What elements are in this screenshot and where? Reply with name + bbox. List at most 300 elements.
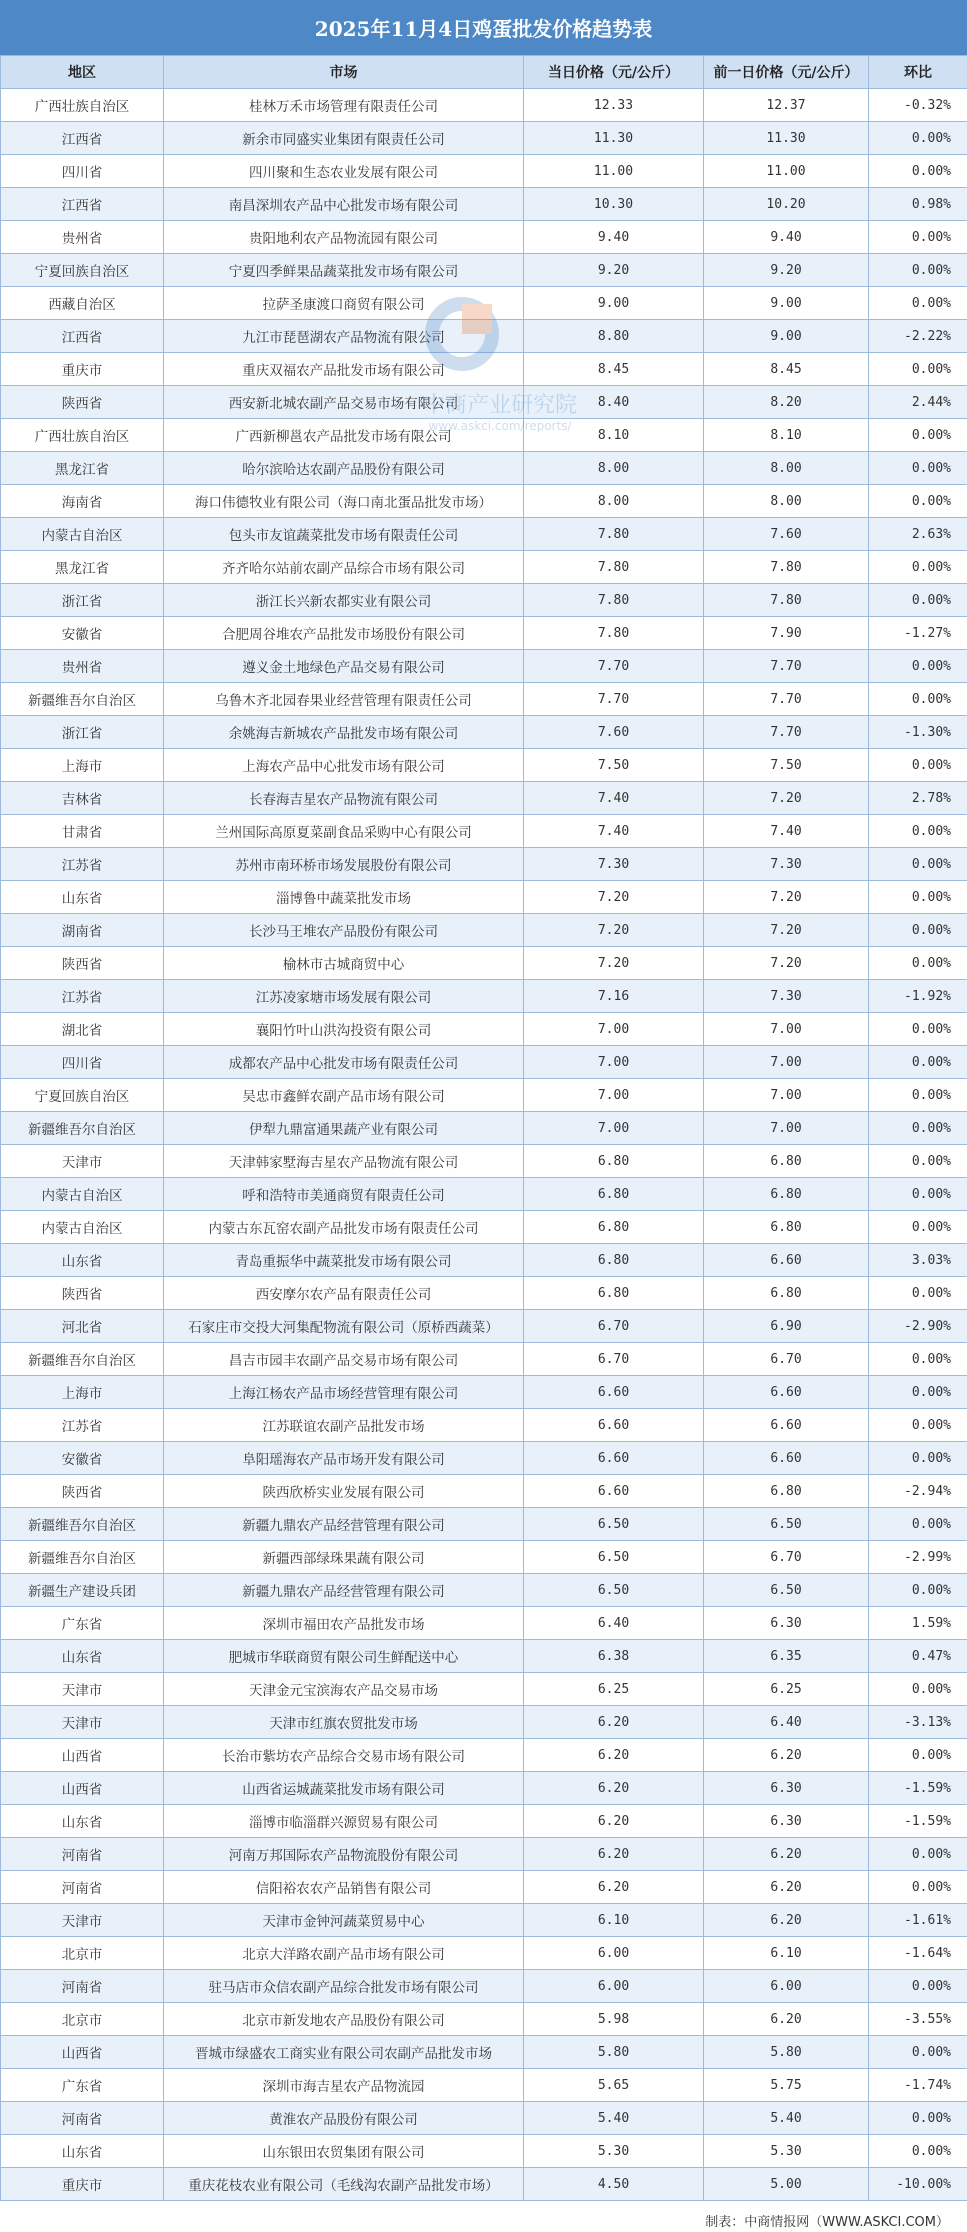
table-row	[1, 2168, 967, 2201]
table-row	[1, 1805, 967, 1838]
cell-prev-price: 8.10	[704, 419, 869, 452]
cell-prev-price: 7.80	[704, 551, 869, 584]
cell-region: 贵州省	[1, 221, 164, 254]
cell-prev-price: 7.00	[704, 1046, 869, 1079]
cell-prev-price: 6.20	[704, 2003, 869, 2036]
cell-region: 安徽省	[1, 617, 164, 650]
cell-region: 江苏省	[1, 1409, 164, 1442]
cell-today-price: 12.33	[524, 89, 704, 122]
cell-prev-price: 8.00	[704, 485, 869, 518]
table-row	[1, 386, 967, 419]
table-row	[1, 1739, 967, 1772]
table-row	[1, 1178, 967, 1211]
table-row	[1, 1706, 967, 1739]
cell-market: 呼和浩特市美通商贸有限责任公司	[164, 1178, 524, 1211]
cell-change: 2.78%	[869, 782, 967, 815]
table-row	[1, 683, 967, 716]
cell-market: 淄博市临淄群兴源贸易有限公司	[164, 1805, 524, 1838]
cell-prev-price: 7.90	[704, 617, 869, 650]
cell-region: 江西省	[1, 320, 164, 353]
table-row	[1, 1772, 967, 1805]
cell-change: -1.61%	[869, 1904, 967, 1937]
cell-region: 四川省	[1, 155, 164, 188]
cell-change: 0.00%	[869, 1376, 967, 1409]
cell-today-price: 10.30	[524, 188, 704, 221]
cell-prev-price: 9.40	[704, 221, 869, 254]
cell-today-price: 7.70	[524, 683, 704, 716]
cell-change: -3.13%	[869, 1706, 967, 1739]
cell-prev-price: 7.70	[704, 650, 869, 683]
cell-today-price: 7.80	[524, 551, 704, 584]
cell-region: 黑龙江省	[1, 452, 164, 485]
cell-today-price: 11.30	[524, 122, 704, 155]
table-row	[1, 749, 967, 782]
cell-market: 伊犁九鼎富通果蔬产业有限公司	[164, 1112, 524, 1145]
cell-region: 广东省	[1, 2069, 164, 2102]
cell-today-price: 7.20	[524, 947, 704, 980]
table-row	[1, 1211, 967, 1244]
cell-change: 0.00%	[869, 848, 967, 881]
cell-today-price: 5.30	[524, 2135, 704, 2168]
cell-change: 0.00%	[869, 122, 967, 155]
table-row	[1, 1640, 967, 1673]
cell-change: 0.00%	[869, 1409, 967, 1442]
cell-region: 北京市	[1, 1937, 164, 1970]
cell-change: 0.00%	[869, 353, 967, 386]
cell-change: 0.00%	[869, 155, 967, 188]
table-row	[1, 1607, 967, 1640]
cell-today-price: 8.40	[524, 386, 704, 419]
cell-market: 天津韩家墅海吉星农产品物流有限公司	[164, 1145, 524, 1178]
cell-change: 0.00%	[869, 1838, 967, 1871]
cell-today-price: 6.20	[524, 1805, 704, 1838]
cell-region: 江苏省	[1, 848, 164, 881]
header-region: 地区	[1, 56, 164, 89]
cell-region: 新疆维吾尔自治区	[1, 1508, 164, 1541]
cell-prev-price: 5.40	[704, 2102, 869, 2135]
cell-today-price: 5.65	[524, 2069, 704, 2102]
cell-market: 上海江杨农产品市场经营管理有限公司	[164, 1376, 524, 1409]
cell-today-price: 7.40	[524, 782, 704, 815]
cell-today-price: 7.20	[524, 914, 704, 947]
table-body	[1, 89, 967, 2201]
cell-market: 肥城市华联商贸有限公司生鲜配送中心	[164, 1640, 524, 1673]
cell-prev-price: 9.20	[704, 254, 869, 287]
cell-market: 黄淮农产品股份有限公司	[164, 2102, 524, 2135]
header-row	[1, 56, 967, 89]
table-row	[1, 551, 967, 584]
cell-today-price: 7.80	[524, 617, 704, 650]
cell-market: 阜阳瑶海农产品市场开发有限公司	[164, 1442, 524, 1475]
cell-market: 石家庄市交投大河集配物流有限公司（原桥西蔬菜）	[164, 1310, 524, 1343]
cell-prev-price: 6.60	[704, 1409, 869, 1442]
cell-today-price: 7.50	[524, 749, 704, 782]
cell-region: 新疆维吾尔自治区	[1, 1343, 164, 1376]
cell-prev-price: 6.50	[704, 1508, 869, 1541]
cell-change: 0.00%	[869, 221, 967, 254]
table-row	[1, 2036, 967, 2069]
cell-region: 山西省	[1, 2036, 164, 2069]
cell-today-price: 9.20	[524, 254, 704, 287]
cell-change: -1.59%	[869, 1772, 967, 1805]
cell-region: 重庆市	[1, 353, 164, 386]
table-row	[1, 122, 967, 155]
cell-today-price: 6.80	[524, 1244, 704, 1277]
table-row	[1, 353, 967, 386]
cell-change: 0.00%	[869, 254, 967, 287]
cell-prev-price: 5.75	[704, 2069, 869, 2102]
cell-prev-price: 6.10	[704, 1937, 869, 1970]
cell-region: 天津市	[1, 1904, 164, 1937]
cell-change: -1.30%	[869, 716, 967, 749]
table-row	[1, 254, 967, 287]
cell-prev-price: 8.20	[704, 386, 869, 419]
table-row	[1, 584, 967, 617]
cell-today-price: 7.60	[524, 716, 704, 749]
cell-change: -2.90%	[869, 1310, 967, 1343]
table-row	[1, 1145, 967, 1178]
cell-region: 安徽省	[1, 1442, 164, 1475]
cell-prev-price: 7.00	[704, 1079, 869, 1112]
table-row	[1, 881, 967, 914]
header-prev-price: 前一日价格（元/公斤）	[704, 56, 869, 89]
cell-today-price: 6.38	[524, 1640, 704, 1673]
cell-market: 成都农产品中心批发市场有限责任公司	[164, 1046, 524, 1079]
cell-change: 0.00%	[869, 2135, 967, 2168]
cell-today-price: 6.60	[524, 1475, 704, 1508]
cell-prev-price: 6.60	[704, 1442, 869, 1475]
cell-region: 重庆市	[1, 2168, 164, 2201]
cell-market: 合肥周谷堆农产品批发市场股份有限公司	[164, 617, 524, 650]
egg-price-table	[0, 55, 967, 2201]
cell-change: 0.00%	[869, 584, 967, 617]
cell-prev-price: 6.30	[704, 1772, 869, 1805]
table-row	[1, 1310, 967, 1343]
cell-change: 0.00%	[869, 287, 967, 320]
cell-market: 西安新北城农副产品交易市场有限公司	[164, 386, 524, 419]
cell-change: 0.00%	[869, 1145, 967, 1178]
cell-market: 广西新柳邕农产品批发市场有限公司	[164, 419, 524, 452]
table-row	[1, 1046, 967, 1079]
cell-region: 湖北省	[1, 1013, 164, 1046]
cell-market: 宁夏四季鲜果品蔬菜批发市场有限公司	[164, 254, 524, 287]
cell-region: 广西壮族自治区	[1, 419, 164, 452]
cell-today-price: 8.80	[524, 320, 704, 353]
cell-region: 山东省	[1, 1805, 164, 1838]
cell-market: 新余市同盛实业集团有限责任公司	[164, 122, 524, 155]
cell-region: 山东省	[1, 1640, 164, 1673]
cell-change: 0.00%	[869, 1013, 967, 1046]
cell-region: 陕西省	[1, 947, 164, 980]
table-row	[1, 188, 967, 221]
cell-region: 天津市	[1, 1706, 164, 1739]
cell-change: 0.00%	[869, 1508, 967, 1541]
cell-market: 包头市友谊蔬菜批发市场有限责任公司	[164, 518, 524, 551]
cell-change: 0.00%	[869, 1871, 967, 1904]
cell-change: 0.00%	[869, 1970, 967, 2003]
cell-market: 新疆九鼎农产品经营管理有限公司	[164, 1508, 524, 1541]
footer-source: 制表：中商情报网（WWW.ASKCI.COM）	[705, 2214, 949, 2230]
cell-region: 宁夏回族自治区	[1, 254, 164, 287]
cell-market: 哈尔滨哈达农副产品股份有限公司	[164, 452, 524, 485]
cell-change: 0.00%	[869, 2102, 967, 2135]
cell-market: 四川聚和生态农业发展有限公司	[164, 155, 524, 188]
cell-change: -1.27%	[869, 617, 967, 650]
cell-region: 山东省	[1, 1244, 164, 1277]
cell-market: 深圳市海吉星农产品物流园	[164, 2069, 524, 2102]
table-row	[1, 815, 967, 848]
cell-market: 贵阳地利农产品物流园有限公司	[164, 221, 524, 254]
cell-market: 天津金元宝滨海农产品交易市场	[164, 1673, 524, 1706]
cell-market: 深圳市福田农产品批发市场	[164, 1607, 524, 1640]
cell-market: 昌吉市园丰农副产品交易市场有限公司	[164, 1343, 524, 1376]
cell-change: -2.22%	[869, 320, 967, 353]
cell-today-price: 6.70	[524, 1343, 704, 1376]
cell-today-price: 6.80	[524, 1211, 704, 1244]
cell-prev-price: 7.20	[704, 914, 869, 947]
cell-prev-price: 6.35	[704, 1640, 869, 1673]
cell-region: 河南省	[1, 1970, 164, 2003]
cell-market: 上海农产品中心批发市场有限公司	[164, 749, 524, 782]
cell-region: 宁夏回族自治区	[1, 1079, 164, 1112]
cell-prev-price: 11.00	[704, 155, 869, 188]
cell-market: 余姚海吉新城农产品批发市场有限公司	[164, 716, 524, 749]
cell-today-price: 7.16	[524, 980, 704, 1013]
cell-market: 苏州市南环桥市场发展股份有限公司	[164, 848, 524, 881]
cell-change: 0.00%	[869, 947, 967, 980]
cell-region: 河南省	[1, 1838, 164, 1871]
table-row	[1, 1673, 967, 1706]
cell-today-price: 6.60	[524, 1409, 704, 1442]
cell-region: 河北省	[1, 1310, 164, 1343]
cell-market: 驻马店市众信农副产品综合批发市场有限公司	[164, 1970, 524, 2003]
table-row	[1, 1541, 967, 1574]
table-row	[1, 1079, 967, 1112]
cell-market: 长春海吉星农产品物流有限公司	[164, 782, 524, 815]
cell-region: 河南省	[1, 1871, 164, 1904]
cell-region: 天津市	[1, 1673, 164, 1706]
cell-today-price: 6.00	[524, 1970, 704, 2003]
cell-market: 海口伟德牧业有限公司（海口南北蛋品批发市场）	[164, 485, 524, 518]
cell-market: 桂林万禾市场管理有限责任公司	[164, 89, 524, 122]
cell-change: -10.00%	[869, 2168, 967, 2201]
cell-prev-price: 6.25	[704, 1673, 869, 1706]
cell-market: 重庆花枝农业有限公司（毛线沟农副产品批发市场）	[164, 2168, 524, 2201]
cell-change: 2.44%	[869, 386, 967, 419]
header-market: 市场	[164, 56, 524, 89]
cell-change: 0.00%	[869, 815, 967, 848]
cell-prev-price: 6.90	[704, 1310, 869, 1343]
table-row	[1, 1475, 967, 1508]
cell-region: 陕西省	[1, 1277, 164, 1310]
cell-prev-price: 7.20	[704, 782, 869, 815]
cell-prev-price: 7.20	[704, 881, 869, 914]
cell-today-price: 6.70	[524, 1310, 704, 1343]
cell-market: 江苏凌家塘市场发展有限公司	[164, 980, 524, 1013]
cell-market: 山西省运城蔬菜批发市场有限公司	[164, 1772, 524, 1805]
header-today-price: 当日价格（元/公斤）	[524, 56, 704, 89]
cell-change: 0.00%	[869, 1178, 967, 1211]
cell-prev-price: 7.30	[704, 980, 869, 1013]
table-row	[1, 1112, 967, 1145]
cell-today-price: 8.00	[524, 452, 704, 485]
table-row	[1, 2135, 967, 2168]
cell-prev-price: 6.80	[704, 1178, 869, 1211]
table-row	[1, 650, 967, 683]
table-row	[1, 1937, 967, 1970]
cell-today-price: 7.00	[524, 1046, 704, 1079]
cell-region: 新疆生产建设兵团	[1, 1574, 164, 1607]
cell-today-price: 6.60	[524, 1376, 704, 1409]
table-row	[1, 1904, 967, 1937]
cell-today-price: 6.60	[524, 1442, 704, 1475]
cell-change: 0.00%	[869, 1277, 967, 1310]
cell-region: 甘肃省	[1, 815, 164, 848]
table-row	[1, 1508, 967, 1541]
table-row	[1, 782, 967, 815]
cell-change: 0.00%	[869, 1343, 967, 1376]
table-row	[1, 452, 967, 485]
cell-market: 长沙马王堆农产品股份有限公司	[164, 914, 524, 947]
table-row	[1, 1376, 967, 1409]
cell-prev-price: 6.30	[704, 1805, 869, 1838]
table-row	[1, 947, 967, 980]
cell-market: 陕西欣桥实业发展有限公司	[164, 1475, 524, 1508]
watermark-cn: 中商产业研究院	[422, 393, 578, 418]
cell-change: 0.00%	[869, 551, 967, 584]
cell-today-price: 6.00	[524, 1937, 704, 1970]
table-row	[1, 287, 967, 320]
cell-change: 0.00%	[869, 1211, 967, 1244]
cell-change: 0.00%	[869, 419, 967, 452]
table-title: 2025年11月4日鸡蛋批发价格趋势表	[0, 0, 967, 55]
cell-region: 新疆维吾尔自治区	[1, 683, 164, 716]
cell-region: 山西省	[1, 1772, 164, 1805]
cell-change: 0.00%	[869, 1739, 967, 1772]
cell-today-price: 7.30	[524, 848, 704, 881]
cell-region: 河南省	[1, 2102, 164, 2135]
table-row	[1, 1871, 967, 1904]
cell-today-price: 11.00	[524, 155, 704, 188]
cell-change: 3.03%	[869, 1244, 967, 1277]
cell-today-price: 6.20	[524, 1739, 704, 1772]
header-change: 环比	[869, 56, 967, 89]
cell-today-price: 7.00	[524, 1079, 704, 1112]
cell-today-price: 6.80	[524, 1178, 704, 1211]
cell-today-price: 4.50	[524, 2168, 704, 2201]
cell-market: 南昌深圳农产品中心批发市场有限公司	[164, 188, 524, 221]
cell-prev-price: 6.60	[704, 1244, 869, 1277]
cell-today-price: 7.20	[524, 881, 704, 914]
cell-prev-price: 7.00	[704, 1112, 869, 1145]
cell-region: 江西省	[1, 188, 164, 221]
cell-market: 江苏联谊农副产品批发市场	[164, 1409, 524, 1442]
cell-region: 天津市	[1, 1145, 164, 1178]
watermark-url: www.askci.com/reports/	[428, 419, 572, 432]
cell-prev-price: 6.20	[704, 1871, 869, 1904]
table-row	[1, 2102, 967, 2135]
cell-region: 内蒙古自治区	[1, 518, 164, 551]
cell-market: 信阳裕农农产品销售有限公司	[164, 1871, 524, 1904]
table-row	[1, 1244, 967, 1277]
table-row	[1, 518, 967, 551]
cell-market: 青岛重振华中蔬菜批发市场有限公司	[164, 1244, 524, 1277]
cell-today-price: 8.00	[524, 485, 704, 518]
cell-change: -2.94%	[869, 1475, 967, 1508]
cell-change: 0.00%	[869, 1574, 967, 1607]
cell-change: 0.00%	[869, 2036, 967, 2069]
cell-prev-price: 9.00	[704, 287, 869, 320]
cell-prev-price: 6.70	[704, 1343, 869, 1376]
table-row	[1, 617, 967, 650]
cell-region: 湖南省	[1, 914, 164, 947]
table-row	[1, 914, 967, 947]
cell-today-price: 6.50	[524, 1541, 704, 1574]
cell-region: 陕西省	[1, 1475, 164, 1508]
cell-market: 浙江长兴新农都实业有限公司	[164, 584, 524, 617]
cell-today-price: 6.20	[524, 1706, 704, 1739]
table-row	[1, 1409, 967, 1442]
cell-prev-price: 6.80	[704, 1211, 869, 1244]
cell-market: 重庆双福农产品批发市场有限公司	[164, 353, 524, 386]
cell-prev-price: 5.80	[704, 2036, 869, 2069]
cell-region: 内蒙古自治区	[1, 1211, 164, 1244]
cell-market: 北京市新发地农产品股份有限公司	[164, 2003, 524, 2036]
cell-change: -3.55%	[869, 2003, 967, 2036]
cell-region: 上海市	[1, 1376, 164, 1409]
cell-market: 河南万邦国际农产品物流股份有限公司	[164, 1838, 524, 1871]
cell-prev-price: 7.70	[704, 716, 869, 749]
table-row	[1, 419, 967, 452]
cell-change: 0.00%	[869, 1673, 967, 1706]
cell-today-price: 6.80	[524, 1277, 704, 1310]
cell-region: 陕西省	[1, 386, 164, 419]
table-row	[1, 1442, 967, 1475]
cell-today-price: 6.50	[524, 1508, 704, 1541]
table-row	[1, 1574, 967, 1607]
cell-change: -1.92%	[869, 980, 967, 1013]
cell-market: 新疆九鼎农产品经营管理有限公司	[164, 1574, 524, 1607]
cell-prev-price: 7.70	[704, 683, 869, 716]
cell-change: -1.64%	[869, 1937, 967, 1970]
table-row	[1, 1970, 967, 2003]
cell-prev-price: 6.80	[704, 1277, 869, 1310]
cell-change: 0.00%	[869, 1442, 967, 1475]
cell-prev-price: 7.20	[704, 947, 869, 980]
cell-prev-price: 6.80	[704, 1145, 869, 1178]
cell-region: 江西省	[1, 122, 164, 155]
cell-today-price: 7.80	[524, 518, 704, 551]
cell-prev-price: 6.00	[704, 1970, 869, 2003]
cell-market: 新疆西部绿珠果蔬有限公司	[164, 1541, 524, 1574]
table-row	[1, 1343, 967, 1376]
cell-market: 拉萨圣康渡口商贸有限公司	[164, 287, 524, 320]
cell-region: 浙江省	[1, 716, 164, 749]
cell-change: -2.99%	[869, 1541, 967, 1574]
cell-prev-price: 8.00	[704, 452, 869, 485]
cell-today-price: 6.50	[524, 1574, 704, 1607]
cell-change: 0.00%	[869, 1112, 967, 1145]
cell-region: 山东省	[1, 2135, 164, 2168]
cell-market: 天津市红旗农贸批发市场	[164, 1706, 524, 1739]
cell-market: 淄博鲁中蔬菜批发市场	[164, 881, 524, 914]
cell-market: 榆林市古城商贸中心	[164, 947, 524, 980]
cell-region: 海南省	[1, 485, 164, 518]
cell-today-price: 6.40	[524, 1607, 704, 1640]
cell-prev-price: 10.20	[704, 188, 869, 221]
cell-region: 四川省	[1, 1046, 164, 1079]
cell-prev-price: 6.20	[704, 1739, 869, 1772]
